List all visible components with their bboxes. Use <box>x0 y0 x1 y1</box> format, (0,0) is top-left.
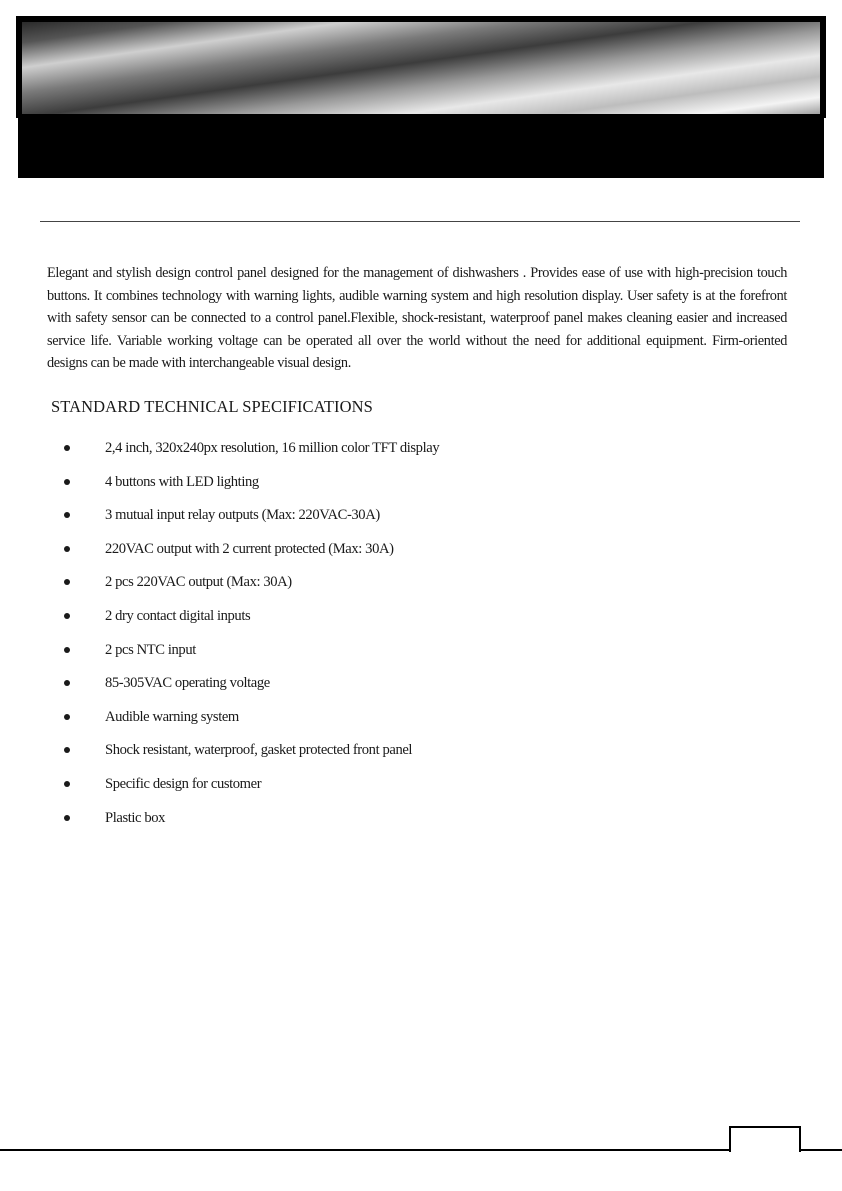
list-item <box>64 807 784 841</box>
spec-text: Shock resistant, waterproof, gasket protected front panel <box>105 742 413 759</box>
bullet-icon <box>64 680 70 686</box>
bullet-icon <box>64 546 70 552</box>
list-item <box>64 605 784 639</box>
list-item <box>64 571 784 605</box>
bullet-icon <box>64 815 70 821</box>
bullet-icon <box>64 613 70 619</box>
list-item <box>64 706 784 740</box>
header-divider <box>40 221 800 222</box>
bullet-icon <box>64 647 70 653</box>
specifications-list <box>64 437 784 840</box>
list-item <box>64 437 784 471</box>
specifications-heading: STANDARD TECHNICAL SPECIFICATIONS <box>51 397 373 416</box>
header-banner <box>16 16 826 118</box>
spec-text: 2 pcs NTC input <box>105 641 196 658</box>
page-number-box <box>729 1126 801 1152</box>
list-item <box>64 504 784 538</box>
list-item <box>64 639 784 673</box>
spec-text: 220VAC output with 2 current protected (Max: 30A) <box>105 540 394 557</box>
spec-text: 3 mutual input relay outputs (Max: 220VAC-30A) <box>105 507 380 524</box>
bullet-icon <box>64 479 70 485</box>
list-item <box>64 773 784 807</box>
intro-paragraph: Elegant and stylish design control panel designed for the management of dishwashers . Provides ease of use with high-precision touch buttons. It combines technology with warning lights, audible warning system and high resolution display. User safety is at the forefront with safety sensor can be connected to a control panel.Flexible, shock-resistant, waterproof panel makes cleaning easier and increased service life. Variable working voltage can be operated all over the world without the need for additional equipment. Firm-oriented designs can be made with interchangeable visual design. <box>47 265 787 372</box>
footer-rule <box>0 1149 842 1151</box>
bullet-icon <box>64 747 70 753</box>
list-item <box>64 672 784 706</box>
bullet-icon <box>64 579 70 585</box>
spec-text: 2 dry contact digital inputs <box>105 607 251 624</box>
spec-text: 2 pcs 220VAC output (Max: 30A) <box>105 574 292 591</box>
spec-text: Audible warning system <box>105 708 239 725</box>
list-item <box>64 538 784 572</box>
bullet-icon <box>64 512 70 518</box>
header-gradient-graphic <box>22 22 820 118</box>
spec-text: 2,4 inch, 320x240px resolution, 16 million color TFT display <box>105 440 440 456</box>
spec-text: Specific design for customer <box>105 775 262 792</box>
bullet-icon <box>64 445 70 451</box>
spec-text: 4 buttons with LED lighting <box>105 473 259 490</box>
spec-text: 85-305VAC operating voltage <box>105 675 270 692</box>
header-title-bar <box>18 114 824 178</box>
list-item <box>64 471 784 505</box>
spec-text: Plastic box <box>105 809 166 826</box>
bullet-icon <box>64 714 70 720</box>
bullet-icon <box>64 781 70 787</box>
list-item <box>64 739 784 773</box>
